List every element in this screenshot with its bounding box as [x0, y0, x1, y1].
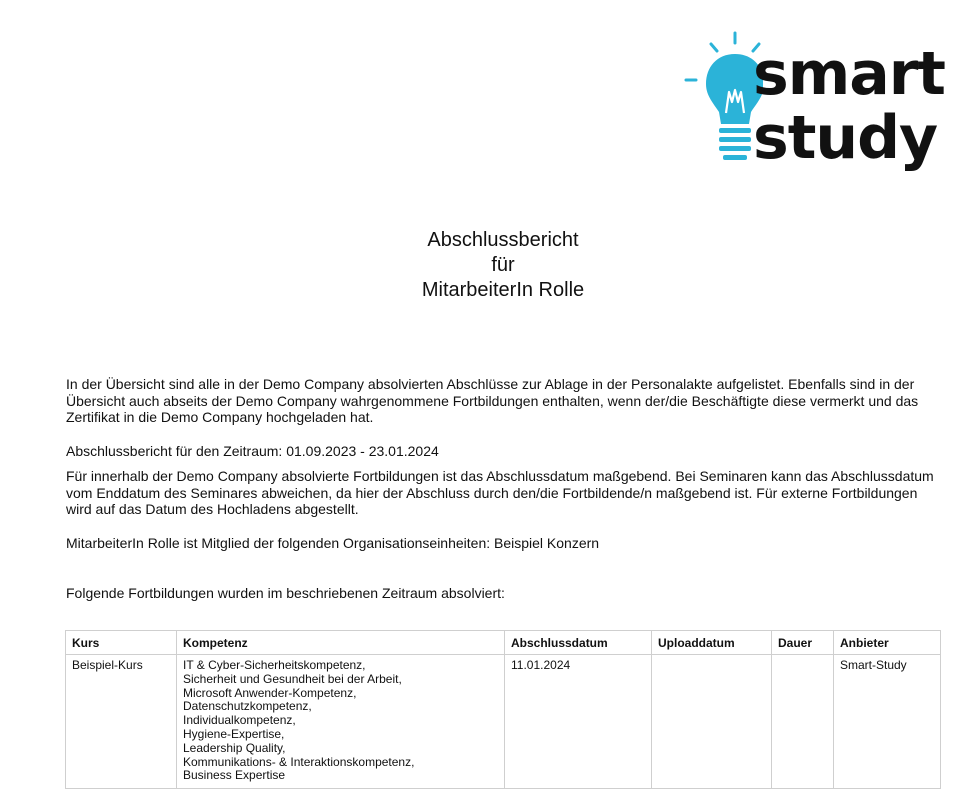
cell-course: Beispiel-Kurs	[66, 655, 177, 789]
competence-item: IT & Cyber-Sicherheitskompetenz,	[183, 658, 366, 672]
header-competence: Kompetenz	[177, 631, 505, 655]
competence-item: Individualkompetenz,	[183, 713, 296, 728]
competence-item: Microsoft Anwender-Kompetenz,	[183, 685, 357, 700]
header-provider: Anbieter	[834, 631, 941, 655]
title-line-3: MitarbeiterIn Rolle	[421, 279, 585, 301]
logo-word-study: study	[753, 103, 938, 173]
courses-table	[65, 630, 941, 789]
cell-completion-date: 11.01.2024	[505, 655, 652, 789]
intro-paragraph: In der Übersicht sind alle in der Demo Company absolvierten Abschlüsse zur Ablage in der Personalakte aufgelistet. Ebenfalls sind in der Übersicht auch abseits der Demo Company wahrgenommene Fortbildungen enthalten, wenn der/die Beschäftigte diese vermerkt und das Zertifikat in die Demo Company hochgeladen hat.	[66, 376, 919, 425]
cell-duration	[772, 655, 834, 789]
header-course: Kurs	[66, 631, 177, 655]
header-upload-date: Uploaddatum	[652, 631, 772, 655]
cell-upload-date	[652, 655, 772, 789]
header-completion-date: Abschlussdatum	[505, 631, 652, 655]
title-line-1: Abschlussbericht	[427, 229, 579, 251]
smart-study-logo	[683, 30, 945, 180]
membership-paragraph: MitarbeiterIn Rolle ist Mitglied der folgenden Organisationseinheiten: Beispiel Konzern	[66, 535, 600, 551]
list-intro: Folgende Fortbildungen wurden im beschriebenen Zeitraum absolviert:	[66, 585, 505, 601]
date-note-paragraph: Für innerhalb der Demo Company absolvierte Fortbildungen ist das Abschlussdatum maßgebend. Bei Seminaren kann das Abschlussdatum vom Enddatum des Seminares abweichen, da hier der Abschluss durch den/die Fortbildende/n maßgebend ist. Für externe Fortbildungen wird auf das Datum des Hochladens abgestellt.	[66, 468, 934, 517]
cell-competence	[177, 655, 505, 789]
table-row	[66, 655, 941, 789]
competence-item: Kommunikations- & Interaktionskompetenz,	[183, 754, 415, 769]
cell-provider: Smart-Study	[834, 655, 941, 789]
report-period: Abschlussbericht für den Zeitraum: 01.09.2023 - 23.01.2024	[66, 443, 439, 459]
competence-item: Leadership Quality,	[183, 740, 286, 755]
competence-item: Datenschutzkompetenz,	[183, 699, 312, 714]
logo-word-smart: smart	[753, 39, 945, 109]
report-title	[0, 228, 978, 303]
competence-item: Business Expertise	[183, 768, 286, 783]
competence-item: Hygiene-Expertise,	[183, 726, 285, 741]
competence-item: Sicherheit und Gesundheit bei der Arbeit,	[183, 671, 402, 686]
lightbulb-icon	[683, 30, 763, 180]
table-header-row	[66, 631, 941, 655]
title-line-2: für	[491, 254, 515, 276]
header-duration: Dauer	[772, 631, 834, 655]
